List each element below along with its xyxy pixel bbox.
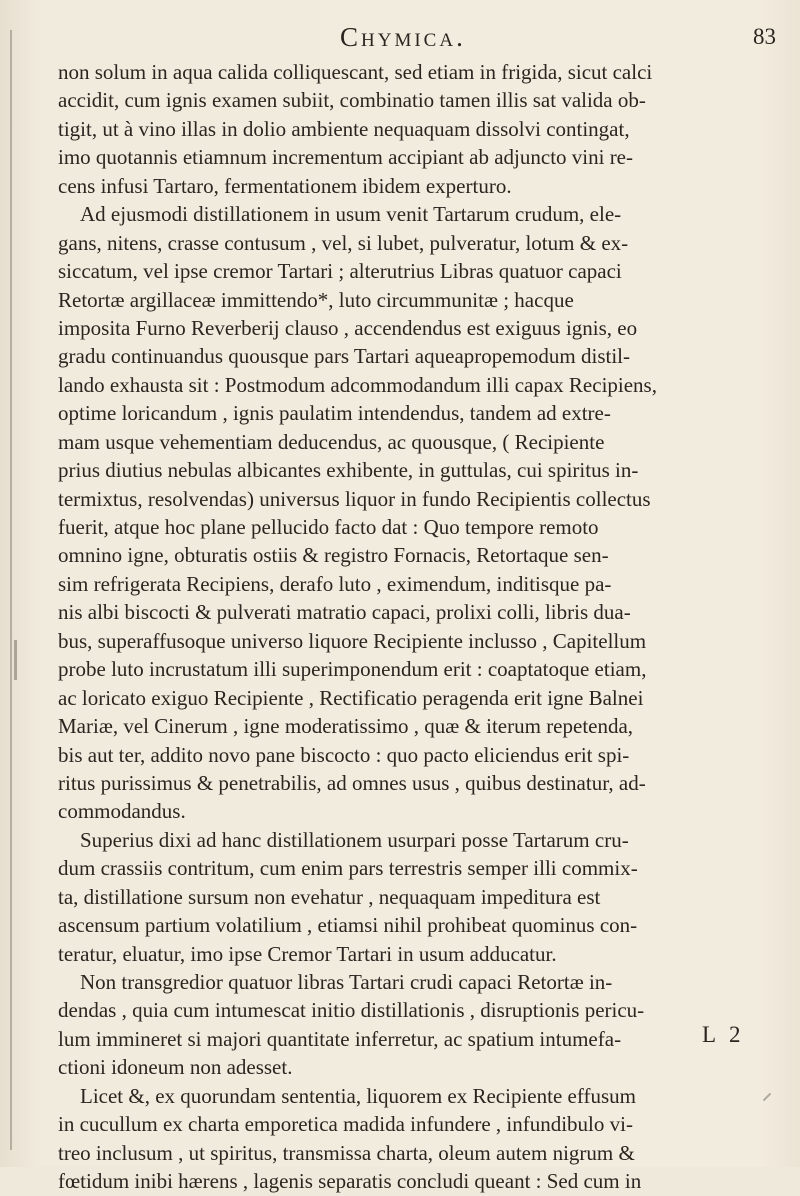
text-line: lum immineret si majori quantitate inferretur, ac spatium intumefa- [58, 1026, 622, 1051]
text-line: ac loricato exiguo Recipiente , Rectificatio peragenda erit igne Balnei [58, 685, 644, 710]
text-line: non solum in aqua calida colliquescant, sed etiam in frigida, sicut calci [58, 60, 653, 84]
text-line: probe luto incrustatum illi superimponendum erit : coaptatoque etiam, [58, 657, 647, 682]
text-line: cens infusi Tartaro, fermentationem ibidem experturo. [58, 173, 512, 198]
text-line: imposita Furno Reverberij clauso , accendendus est exiguus ignis, eo [58, 315, 638, 340]
text-line: Non transgredior quatuor libras Tartari crudi capaci Retortæ in- [80, 970, 613, 994]
text-line: Mariæ, vel Cinerum , igne moderatissimo , quæ & iterum repetenda, [58, 714, 634, 739]
text-line: mam usque vehementiam deducendus, ac quousque, ( Recipiente [58, 429, 605, 454]
text-line: Licet &, ex quorundam sententia, liquorem ex Recipiente effusum [80, 1083, 636, 1108]
text-line: dum crassiis contritum, cum enim pars terrestris semper illi commix- [58, 856, 638, 881]
page-number: 83 [753, 24, 776, 49]
catchword-signature: L 2 [702, 1022, 745, 1047]
body-text [58, 58, 778, 1196]
text-line: fœtidum inibi hærens , lagenis separatis concludi queant : Sed cum in [58, 1169, 642, 1194]
page-binding-edge [10, 30, 12, 1150]
text-line: ritus purissimus & penetrabilis, ad omnes usus , quibus destinatur, ad- [58, 770, 646, 795]
text-line: dendas , quia cum intumescat initio distillationis , disruptionis pericu- [58, 998, 645, 1023]
text-line: prius diutius nebulas albicantes exhibente, in guttulas, cui spiritus in- [58, 458, 639, 483]
text-line: nis albi biscocti & pulverati matratio capaci, prolixi colli, libris dua- [58, 600, 631, 625]
text-line: gradu continuandus quousque pars Tartari aqueapropemodum distil- [58, 344, 631, 369]
text-line: fuerit, atque hoc plane pellucido facto dat : Quo tempore remoto [58, 515, 599, 539]
text-line: ascensum partium volatilium , etiamsi nihil prohibeat quominus con- [58, 913, 638, 938]
text-line: gans, nitens, crasse contusum , vel, si lubet, pulveratur, lotum & ex- [58, 230, 629, 255]
text-line: tigit, ut à vino illas in dolio ambiente nequaquam dissolvi contingat, [58, 116, 630, 141]
text-line: imo quotannis etiamnum incrementum accipiant ab adjuncto vini re- [58, 145, 633, 170]
text-line: Superius dixi ad hanc distillationem usurpari posse Tartarum cru- [80, 827, 629, 852]
margin-mark [14, 640, 17, 680]
text-line: lando exhausta sit : Postmodum adcommodandum illi capax Recipiens, [58, 372, 657, 397]
text-line: accidit, cum ignis examen subiit, combinatio tamen illis sat valida ob- [58, 88, 646, 113]
text-line: Retortæ argillaceæ immittendo*, luto circummunitæ ; hacque [58, 287, 574, 312]
running-head [60, 18, 776, 54]
text-line: teratur, eluatur, imo ipse Cremor Tartari in usum adducatur. [58, 941, 557, 966]
text-line: termixtus, resolvendas) universus liquor in fundo Recipientis collectus [58, 486, 651, 511]
text-line: Ad ejusmodi distillationem in usum venit Tartarum crudum, ele- [80, 202, 622, 227]
text-line: optime loricandum , ignis paulatim intendendus, tandem ad extre- [58, 401, 611, 426]
text-line: bis aut ter, addito novo pane biscocto : quo pacto eliciendus erit spi- [58, 742, 630, 767]
text-line: sim refrigerata Recipiens, derafo luto , eximendum, inditisque pa- [58, 571, 612, 596]
text-line: ta, distillatione sursum non evehatur , nequaquam impeditura est [58, 884, 601, 909]
text-line: in cucullum ex charta emporetica madida infundere , infundibulo vi- [58, 1112, 633, 1137]
text-line: treo inclusum , ut spiritus, transmissa charta, oleum autem nigrum & [58, 1140, 635, 1165]
text-line: omnino igne, obturatis ostiis & registro Fornacis, Retortaque sen- [58, 543, 609, 568]
running-head-title: Chymica. [340, 22, 466, 52]
text-line: commodandus. [58, 799, 186, 824]
text-line: bus, superaffusoque universo liquore Recipiente inclusso , Capitellum [58, 628, 647, 653]
text-line: ctioni idoneum non adesset. [58, 1055, 293, 1080]
text-line: siccatum, vel ipse cremor Tartari ; alterutrius Libras quatuor capaci [58, 259, 622, 284]
